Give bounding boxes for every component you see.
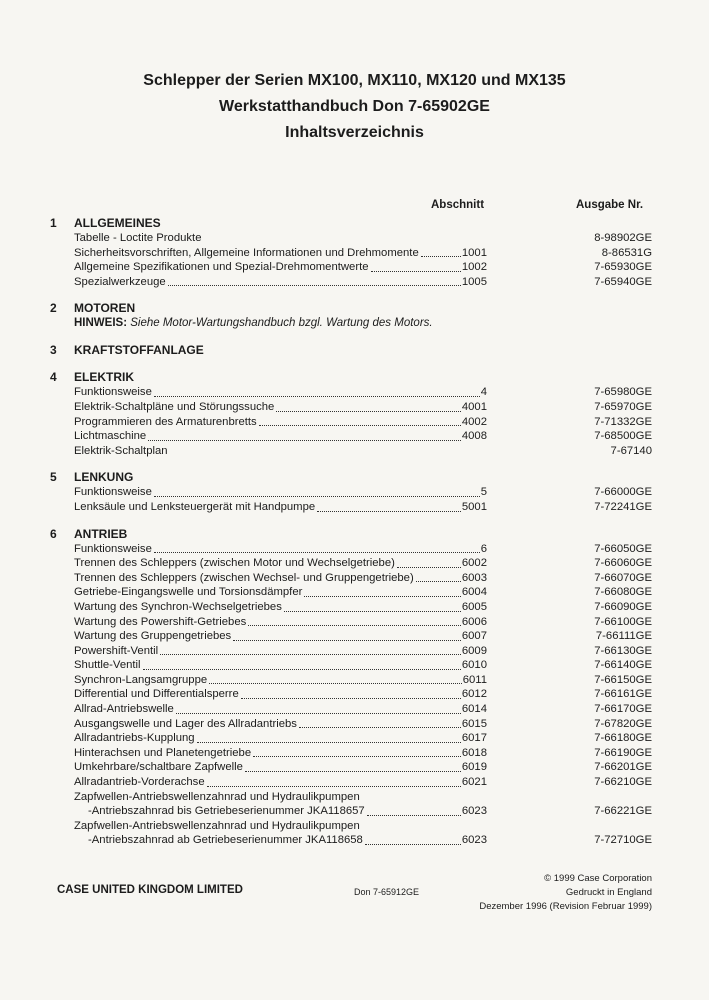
entry-left (74, 585, 487, 600)
dot-leader (276, 411, 461, 412)
entry-left (74, 673, 487, 688)
entry-section-number: 4002 (461, 415, 487, 428)
note-text: Siehe Motor-Wartungshandbuch bzgl. Wartung des Motors. (130, 317, 433, 330)
entry-issue-number: 7-67140 (610, 444, 652, 457)
entry-title: Getriebe-Eingangswelle und Torsionsdämpfer (74, 586, 303, 599)
entry-left (74, 702, 487, 717)
entry-issue-number: 7-66130GE (594, 644, 652, 657)
entry-title: Spezialwerkzeuge (74, 275, 166, 288)
entry-issue-number: 7-65940GE (594, 275, 652, 288)
footer-doc-number: Don 7-65912GE (354, 887, 420, 897)
toc-entry (50, 415, 652, 430)
dot-leader (241, 698, 461, 699)
entry-title: Funktionsweise (74, 486, 152, 499)
dot-leader (367, 815, 461, 816)
dot-leader (143, 669, 461, 670)
entry-issue-number: 7-66090GE (594, 600, 652, 613)
section-number: 6 (50, 526, 57, 541)
entry-section-number: 6005 (461, 600, 487, 613)
dot-leader (233, 640, 461, 641)
entry-section-number: 6015 (461, 717, 487, 730)
entry-issue-number: 7-66080GE (594, 586, 652, 599)
toc-entry (50, 571, 652, 586)
entry-left (74, 500, 487, 515)
toc-entry (50, 760, 652, 775)
entry-issue-number: 7-65930GE (594, 261, 652, 274)
entry-left (74, 687, 487, 702)
entry-title: Zapfwellen-Antriebswellenzahnrad und Hydraulikpumpen (74, 790, 360, 803)
entry-left (74, 260, 487, 275)
toc-section (50, 370, 652, 458)
entry-issue-number: 7-66201GE (594, 761, 652, 774)
entry-left (74, 400, 487, 415)
toc-section (50, 301, 652, 331)
toc-entry (50, 673, 652, 688)
entry-section-number: 6012 (461, 688, 487, 701)
entry-issue-number: 7-68500GE (594, 430, 652, 443)
entry-title: Zapfwellen-Antriebswellenzahnrad und Hydraulikpumpen (74, 819, 360, 832)
dot-leader (168, 285, 461, 286)
dot-leader (284, 611, 461, 612)
entry-issue-number: 7-67820GE (594, 717, 652, 730)
dot-leader (299, 727, 461, 728)
footer-imprint (479, 872, 652, 914)
toc-entry (50, 542, 652, 557)
dot-leader (197, 742, 461, 743)
toc-entry (50, 804, 652, 819)
entry-issue-number: 8-86531G (601, 246, 652, 259)
toc-entry (50, 629, 652, 644)
entry-title: Trennen des Schleppers (zwischen Motor und Wechselgetriebe) (74, 557, 395, 570)
entry-section-number: 4 (480, 386, 487, 399)
entry-issue-number: 7-66070GE (594, 571, 652, 584)
entry-title: Powershift-Ventil (74, 644, 159, 657)
toc-entry (50, 485, 652, 500)
toc-entry (50, 275, 652, 290)
toc-entry (50, 429, 652, 444)
entry-title: Elektrik-Schaltplan (74, 444, 168, 457)
entry-title: Shuttle-Ventil (74, 659, 141, 672)
toc-entry (50, 385, 652, 400)
entry-left (74, 485, 487, 500)
entry-issue-number: 7-72710GE (594, 834, 652, 847)
title-series: Schlepper der Serien MX100, MX110, MX120 und MX135 (143, 72, 566, 89)
entry-section-number: 6011 (462, 673, 487, 686)
entry-issue-number: 7-66170GE (594, 703, 652, 716)
entry-section-number: 6019 (461, 761, 487, 774)
entry-section-number: 6007 (461, 630, 487, 643)
entry-left (74, 556, 487, 571)
entry-section-number: 6018 (461, 746, 487, 759)
section-number: 5 (50, 470, 57, 485)
entry-section-number: 6 (480, 542, 487, 555)
entry-subtitle: -Antriebszahnrad ab Getriebeserienummer JKA118658 (88, 834, 363, 847)
document-title-block (0, 68, 709, 146)
entry-left (74, 731, 487, 746)
entry-left (74, 444, 487, 459)
entry-section-number: 6002 (461, 557, 487, 570)
entry-title: Umkehrbare/schaltbare Zapfwelle (74, 761, 243, 774)
section-title: LENKUNG (74, 470, 134, 485)
toc-entry (50, 833, 652, 848)
toc-section (50, 527, 652, 848)
dot-leader (365, 844, 461, 845)
entry-issue-number: 7-72241GE (594, 500, 652, 513)
entry-issue-number: 7-66161GE (594, 688, 652, 701)
dot-leader (371, 271, 461, 272)
entry-title: Lichtmaschine (74, 430, 147, 443)
dot-leader (209, 683, 462, 684)
entry-section-number: 6014 (461, 703, 487, 716)
toc-entry (50, 702, 652, 717)
dot-leader (245, 771, 461, 772)
dot-leader (317, 511, 461, 512)
dot-leader (304, 596, 460, 597)
dot-leader (421, 256, 461, 257)
entry-section-number: 6004 (461, 586, 487, 599)
section-heading (50, 301, 652, 316)
entry-issue-number: 7-66140GE (594, 659, 652, 672)
entry-title: Programmieren des Armaturenbretts (74, 415, 257, 428)
section-number: 4 (50, 370, 57, 385)
entry-left (74, 804, 487, 819)
section-number: 3 (50, 343, 57, 358)
entry-left (74, 644, 487, 659)
entry-title: Sicherheitsvorschriften, Allgemeine Informationen und Drehmomente (74, 246, 419, 259)
entry-title: Elektrik-Schaltpläne und Störungssuche (74, 400, 275, 413)
entry-left (74, 542, 487, 557)
toc-entry-line (50, 819, 652, 834)
entry-issue-number: 7-66100GE (594, 615, 652, 628)
section-heading (50, 470, 652, 485)
dot-leader (416, 581, 461, 582)
section-title: ALLGEMEINES (74, 216, 161, 230)
entry-title: Trennen des Schleppers (zwischen Wechsel- und Gruppengetriebe) (74, 571, 414, 584)
footer-date: Dezember 1996 (Revision Februar 1999) (479, 901, 652, 912)
section-heading (50, 370, 652, 385)
section-title: MOTOREN (74, 301, 136, 316)
toc-entry (50, 260, 652, 275)
section-heading (50, 343, 652, 358)
entry-title: Allradantriebs-Kupplung (74, 732, 195, 745)
table-of-contents (50, 216, 652, 860)
footer-printed: Gedruckt in England (565, 887, 652, 898)
toc-entry (50, 717, 652, 732)
toc-entry (50, 246, 652, 261)
dot-leader (397, 567, 461, 568)
entry-title: Funktionsweise (74, 386, 152, 399)
dot-leader (207, 786, 461, 787)
toc-entry (50, 600, 652, 615)
section-number: 2 (50, 301, 57, 316)
dot-leader (160, 654, 461, 655)
entry-section-number: 6023 (461, 805, 487, 818)
section-heading (50, 527, 652, 542)
toc-entry (50, 585, 652, 600)
entry-section-number: 6003 (461, 571, 487, 584)
toc-entry (50, 444, 652, 459)
entry-section-number: 1005 (461, 275, 487, 288)
entry-title: Allrad-Antriebswelle (74, 703, 174, 716)
toc-entry (50, 658, 652, 673)
entry-issue-number: 7-66050GE (594, 542, 652, 555)
dot-leader (154, 496, 480, 497)
entry-issue-number: 7-66210GE (594, 776, 652, 789)
title-manual: Werkstatthandbuch Don 7-65902GE (219, 98, 490, 115)
entry-section-number: 4008 (461, 430, 487, 443)
entry-section-number: 6006 (461, 615, 487, 628)
entry-left (74, 429, 487, 444)
entry-issue-number: 7-66150GE (594, 673, 652, 686)
entry-left (74, 600, 487, 615)
toc-entry (50, 615, 652, 630)
column-header-abschnitt: Abschnitt (431, 199, 485, 211)
entry-issue-number: 8-98902GE (594, 232, 652, 244)
entry-left (74, 385, 487, 400)
dot-leader (259, 425, 461, 426)
toc-entry-line (50, 790, 652, 805)
toc-section (50, 343, 652, 358)
entry-section-number: 6023 (461, 834, 487, 847)
title-contents: Inhaltsverzeichnis (285, 124, 424, 141)
section-number: 1 (50, 216, 57, 230)
toc-entry (50, 500, 652, 515)
dot-leader (248, 625, 461, 626)
dot-leader (176, 713, 461, 714)
toc-section (50, 216, 652, 289)
entry-section-number: 6010 (461, 659, 487, 672)
entry-title: Hinterachsen und Planetengetriebe (74, 746, 252, 759)
entry-issue-number: 7-65980GE (594, 386, 652, 399)
entry-title: Allradantrieb-Vorderachse (74, 776, 205, 789)
entry-left (74, 775, 487, 790)
entry-issue-number: 7-66180GE (594, 732, 652, 745)
section-note (50, 316, 652, 331)
section-title: KRAFTSTOFFANLAGE (74, 343, 204, 358)
entry-left (74, 746, 487, 761)
entry-title: Synchron-Langsamgruppe (74, 673, 208, 686)
entry-left (74, 231, 487, 246)
section-heading (50, 216, 652, 231)
entry-left (74, 415, 487, 430)
entry-section-number: 6009 (461, 644, 487, 657)
entry-issue-number: 7-66221GE (594, 805, 652, 818)
entry-issue-number: 7-66111GE (595, 630, 652, 643)
entry-title: Differential und Differentialsperre (74, 688, 239, 701)
entry-left (74, 833, 487, 848)
toc-entry (50, 687, 652, 702)
entry-issue-number: 7-66060GE (594, 557, 652, 570)
entry-left (74, 246, 487, 261)
toc-entry (50, 746, 652, 761)
entry-issue-number: 7-71332GE (594, 415, 652, 428)
toc-section (50, 470, 652, 514)
toc-entry (50, 556, 652, 571)
dot-leader (154, 396, 480, 397)
note-label: HINWEIS: (74, 317, 128, 330)
entry-title: Tabelle - Loctite Produkte (74, 232, 202, 244)
section-title: ELEKTRIK (74, 370, 134, 385)
entry-left (74, 760, 487, 775)
entry-issue-number: 7-66190GE (594, 746, 652, 759)
entry-title: Wartung des Gruppengetriebes (74, 630, 232, 643)
toc-entry (50, 400, 652, 415)
entry-title: Wartung des Synchron-Wechselgetriebes (74, 600, 282, 613)
toc-entry (50, 731, 652, 746)
entry-left (74, 615, 487, 630)
entry-left (74, 658, 487, 673)
entry-issue-number: 7-65970GE (594, 400, 652, 413)
dot-leader (148, 440, 461, 441)
entry-title: Wartung des Powershift-Getriebes (74, 615, 247, 628)
entry-left (74, 717, 487, 732)
footer-copyright: © 1999 Case Corporation (544, 873, 652, 884)
entry-left (74, 629, 487, 644)
dot-leader (154, 552, 480, 553)
entry-section-number: 5 (480, 486, 487, 499)
entry-section-number: 1002 (461, 261, 487, 274)
entry-title: Funktionsweise (74, 542, 152, 555)
entry-section-number: 6021 (461, 776, 487, 789)
entry-issue-number: 7-66000GE (594, 486, 652, 499)
entry-title: Ausgangswelle und Lager des Allradantriebs (74, 717, 297, 730)
toc-entry (50, 644, 652, 659)
entry-section-number: 4001 (461, 400, 487, 413)
toc-entry (50, 231, 652, 246)
toc-entry (50, 775, 652, 790)
entry-section-number: 5001 (461, 500, 487, 513)
entry-subtitle: -Antriebszahnrad bis Getriebeserienummer JKA118657 (88, 805, 365, 818)
entry-left (74, 571, 487, 586)
section-title: ANTRIEB (74, 526, 128, 541)
dot-leader (253, 756, 461, 757)
entry-title: Allgemeine Spezifikationen und Spezial-Drehmomentwerte (74, 261, 369, 274)
footer-company: CASE UNITED KINGDOM LIMITED (57, 884, 243, 896)
entry-title: Lenksäule und Lenksteuergerät mit Handpumpe (74, 500, 316, 513)
entry-left (74, 275, 487, 290)
column-header-ausgabe: Ausgabe Nr. (576, 199, 644, 211)
entry-section-number: 6017 (461, 732, 487, 745)
entry-section-number: 1001 (461, 246, 487, 259)
